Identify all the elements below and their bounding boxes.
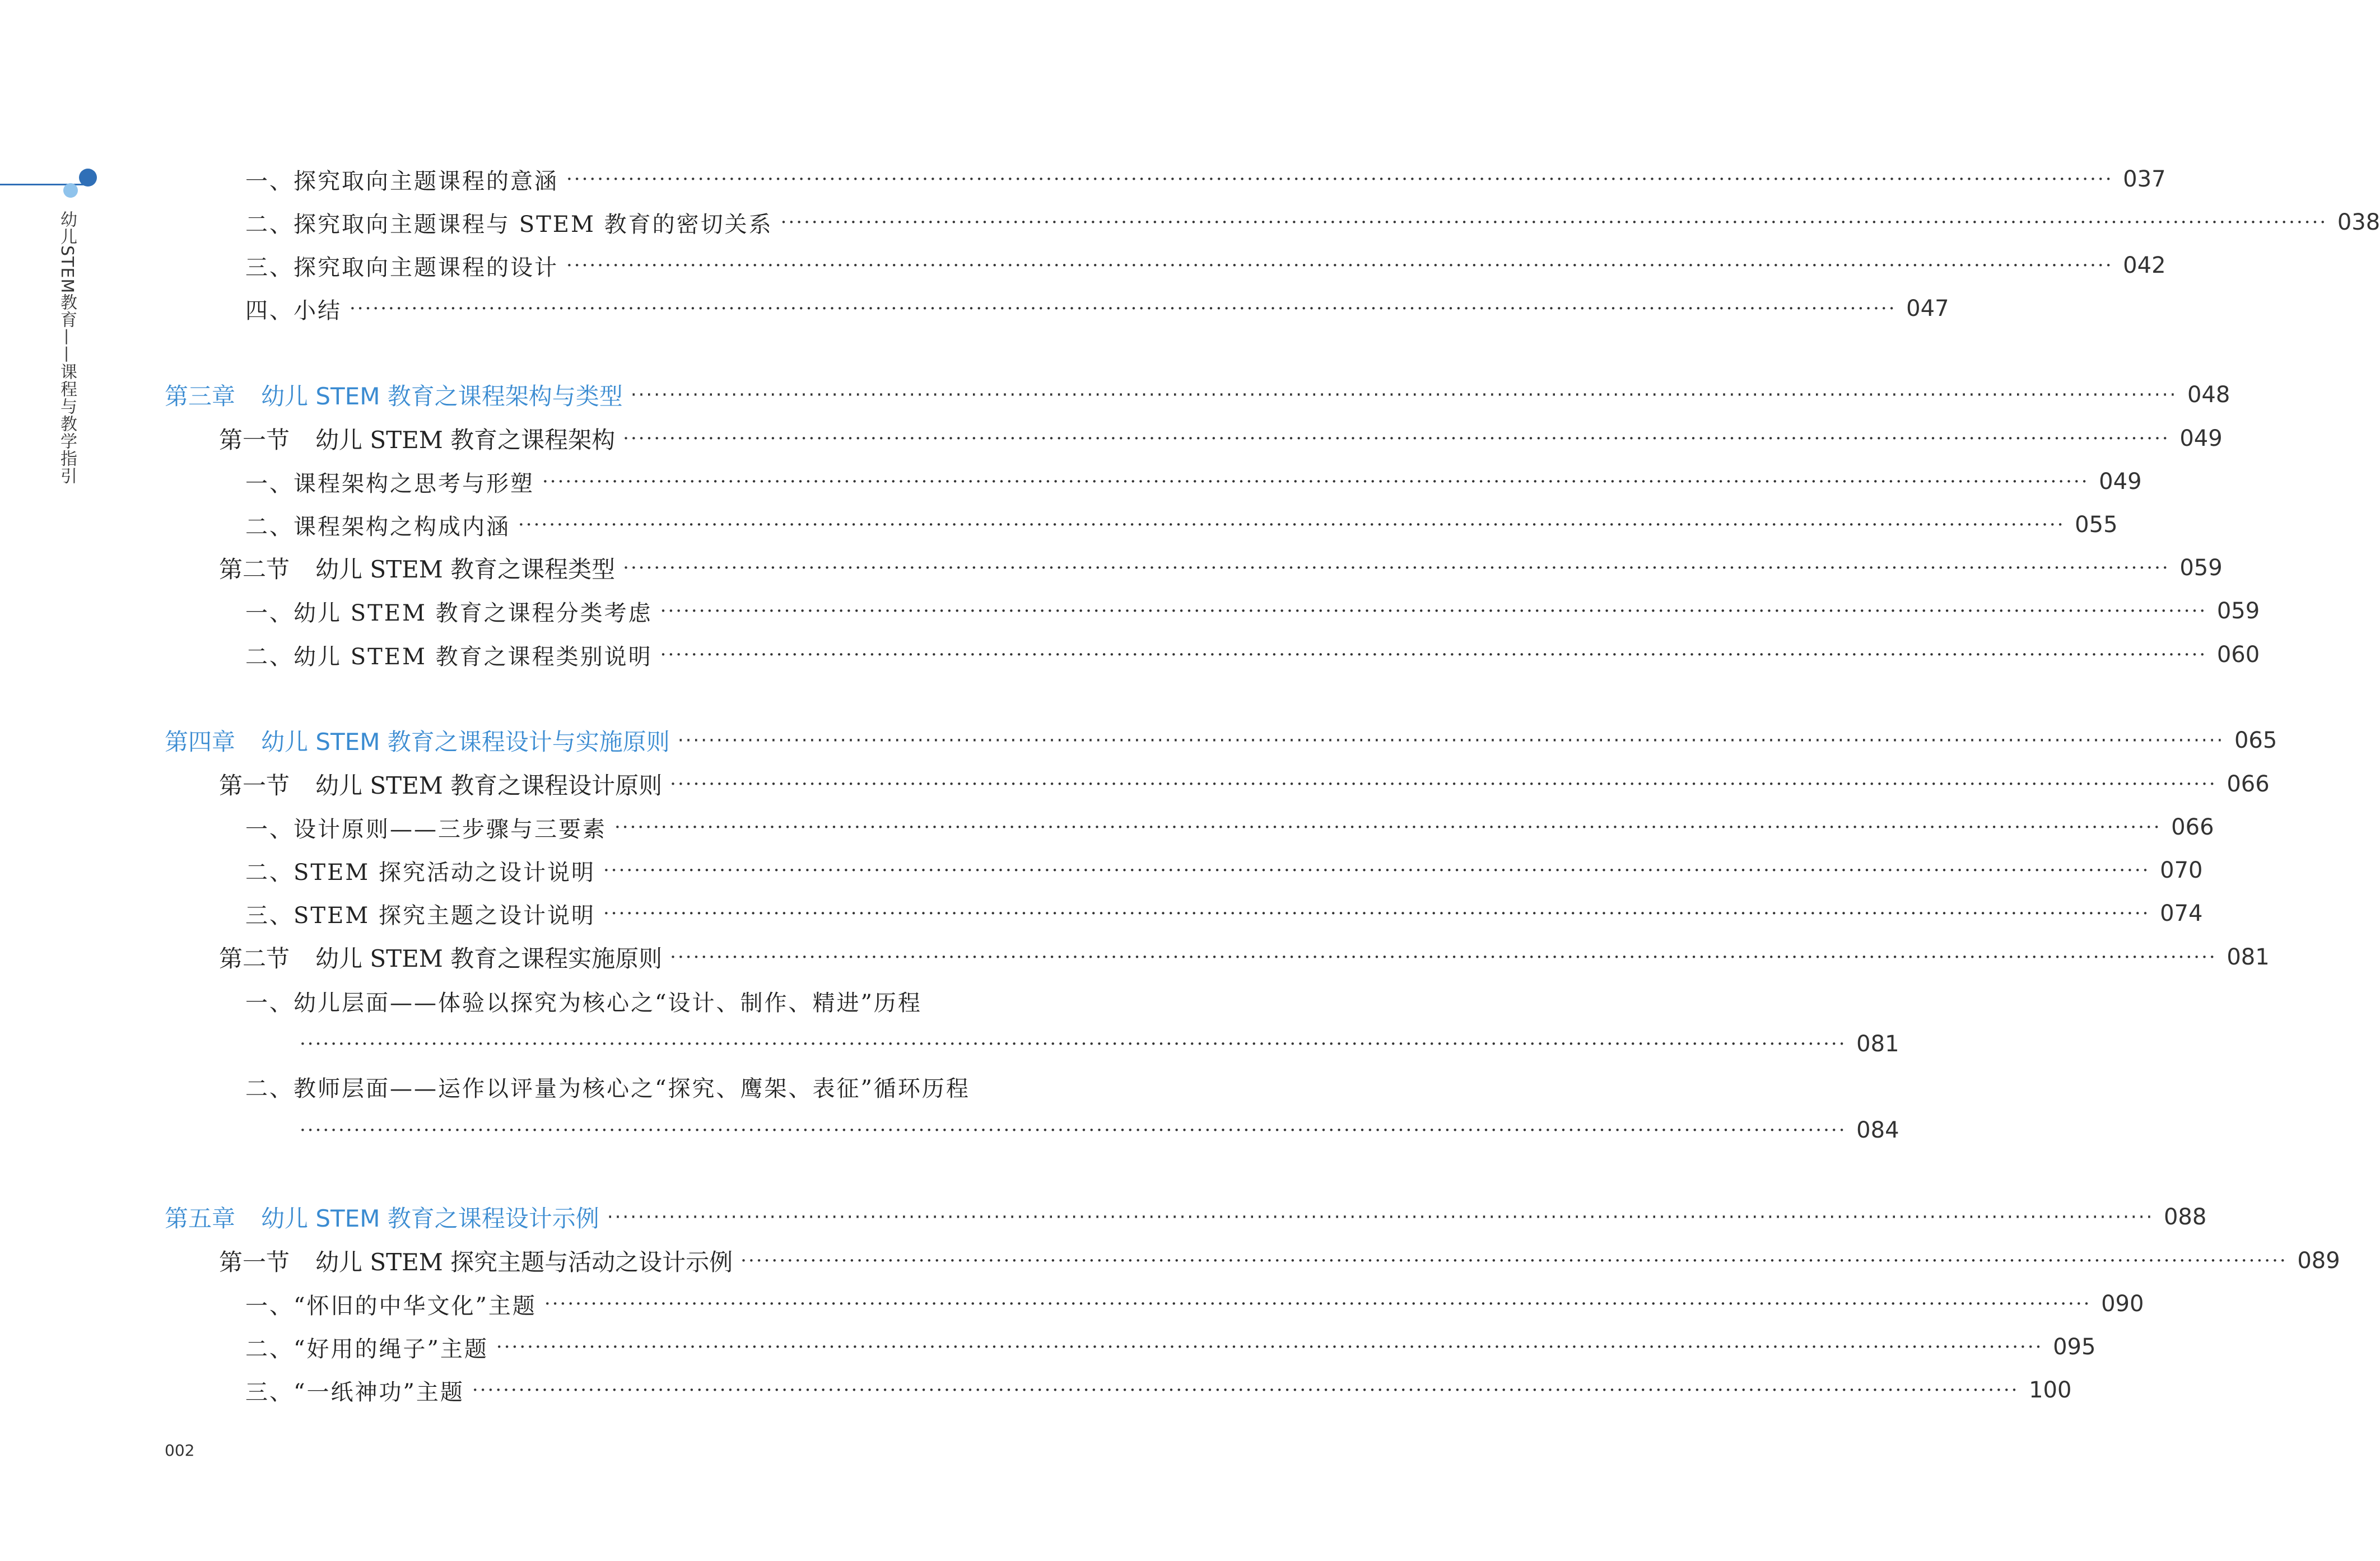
toc-page-number: 081 [1856,1031,1899,1057]
toc-page-number: 090 [2101,1291,2144,1317]
toc-chapter-row[interactable] [0,378,2230,412]
toc-page-number: 038 [2337,209,2380,235]
dot-leader: ········································································································································································································ [623,427,2170,450]
toc-entry-number: 第四章 [165,728,236,756]
toc-entry-label [219,551,615,585]
toc-entry-title: 二、教师层面——运作以评量为核心之“探究、鹰架、表征”循环历程 [245,1075,970,1102]
toc-chapter-row[interactable] [0,724,2277,757]
dot-leader: ········································································································································································································ [660,644,2207,666]
toc-page-number: 037 [2123,166,2166,192]
toc-item-row[interactable] [0,594,2260,628]
toc-entry-title: 二、幼儿 STEM 教育之课程类别说明 [245,644,653,670]
toc-entry-title: 幼儿 STEM 教育之课程架构 [315,426,616,454]
toc-entry-title: 四、小结 [245,297,342,324]
toc-entry-label [245,466,534,498]
toc-section-row[interactable] [0,551,2223,585]
toc-entry-title: 二、课程架构之构成内涵 [245,514,510,540]
toc-entry-title: 幼儿 STEM 教育之课程设计与实施原则 [261,728,670,756]
toc-page-number: 070 [2160,858,2203,883]
dot-leader: ········································································································································································································ [603,902,2150,925]
toc-page-number: 066 [2171,814,2214,840]
toc-entry-title: 幼儿 STEM 教育之课程设计原则 [315,772,663,799]
toc-chapter-row[interactable] [0,1200,2207,1234]
toc-page-number: 074 [2160,901,2203,926]
toc-page-number: 042 [2123,253,2166,278]
toc-entry-title: 三、探究取向主题课程的设计 [245,254,558,281]
toc-page-number: 048 [2187,382,2230,408]
toc-entry-label [165,724,670,757]
toc-item-row[interactable] [0,508,2118,542]
dot-leader: ········································································································································································································ [544,1293,2092,1315]
toc-entry-label [245,164,558,195]
toc-item-wrap-row[interactable] [0,984,1165,1018]
toc-page-number: 084 [1856,1117,1899,1143]
toc-page-number: 049 [2099,469,2142,495]
toc-entry-label [165,1200,599,1234]
toc-section-row[interactable] [0,940,2270,974]
toc-entry-label [245,1331,488,1363]
toc-page-number: 065 [2234,728,2277,753]
toc-entry-title: 幼儿 STEM 教育之课程实施原则 [315,945,663,972]
toc-entry-label [245,639,653,671]
dot-leader: ········································································································································································································ [350,297,1897,320]
toc-entry-number: 第二节 [219,945,290,972]
toc-section-row[interactable] [0,422,2223,455]
toc-entry-label [245,595,653,627]
toc-page-number: 055 [2075,512,2118,538]
toc-item-row[interactable] [0,206,2380,239]
toc-page-number: 049 [2179,426,2223,451]
toc-entry-title: 一、“怀旧的中华文化”主题 [245,1293,537,1319]
toc-entry-title: 一、探究取向主题课程的意涵 [245,168,558,194]
toc-page-number: 081 [2227,944,2270,970]
toc-entry-title: 二、探究取向主题课程与 STEM 教育的密切关系 [245,211,773,237]
dot-leader: ········································································································································································································ [740,1250,2288,1272]
toc-item-row[interactable] [0,162,2166,196]
toc-entry-title: 一、设计原则——三步骤与三要素 [245,816,607,842]
page-number: 002 [165,1441,195,1460]
toc-section-row[interactable] [0,767,2270,801]
dot-leader: ········································································································································································································ [630,384,2178,406]
toc-item-row[interactable] [0,810,2214,844]
dot-leader: ········································································································································································································ [660,600,2207,622]
toc-section-row[interactable] [0,1244,2340,1278]
toc-entry-number: 第五章 [165,1205,236,1232]
dot-leader: ········································································································································································································ [566,168,2113,190]
toc-entry-label [245,1071,970,1103]
toc-item-continuation-row[interactable] [0,1027,1899,1061]
dot-leader: ········································································································································································································ [542,470,2089,493]
toc-entry-title: 三、STEM 探究主题之设计说明 [245,902,595,929]
toc-entry-title: 一、幼儿 STEM 教育之课程分类考虑 [245,600,653,626]
dot-leader: ········································································································································································································ [677,729,2225,752]
toc-item-row[interactable] [0,1373,2072,1407]
toc-entry-label [219,940,662,974]
toc-entry-label [245,1374,464,1406]
toc-item-row[interactable] [0,1330,2096,1364]
dot-leader: ········································································································································································································ [670,773,2217,795]
toc-entry-title: 幼儿 STEM 教育之课程架构与类型 [261,383,623,410]
toc-entry-title: 二、STEM 探究活动之设计说明 [245,859,595,886]
toc-entry-label [245,812,607,844]
dot-leader: ········································································································································································································ [300,1119,1847,1141]
toc-page-number: 095 [2053,1334,2096,1360]
toc-entry-label [219,422,615,455]
toc-entry-number: 第一节 [219,1248,290,1276]
dot-leader: ········································································································································································································ [670,946,2217,968]
toc-item-row[interactable] [0,465,2142,498]
toc-entry-label [165,378,623,412]
toc-item-row[interactable] [0,1287,2144,1321]
toc-entry-label [245,855,595,887]
toc-item-continuation-row[interactable] [0,1113,1899,1147]
toc-entry-label [245,250,558,282]
toc-page-number: 060 [2216,642,2260,668]
toc-page-number: 088 [2163,1204,2207,1230]
toc-page-number: 059 [2179,555,2223,581]
toc-entry-title: 一、课程架构之思考与形塑 [245,470,534,497]
dot-leader: ········································································································································································································ [603,859,2150,882]
toc-item-wrap-row[interactable] [0,1070,1165,1103]
dot-leader: ········································································································································································································ [607,1206,2154,1228]
toc-entry-number: 第二节 [219,556,290,583]
toc-entry-label [245,985,922,1017]
toc-page-number: 100 [2029,1377,2072,1403]
toc-entry-label [219,767,662,801]
toc-entry-title: 一、幼儿层面——体验以探究为核心之“设计、制作、精进”历程 [245,990,922,1016]
toc-entry-title: 幼儿 STEM 教育之课程类型 [315,556,616,583]
toc-item-row[interactable] [0,292,1949,325]
toc-entry-label [219,1244,733,1278]
dot-leader: ········································································································································································································ [566,254,2113,277]
toc-page-number: 089 [2297,1248,2340,1274]
dot-leader: ········································································································································································································ [496,1336,2043,1358]
toc-entry-number: 第一节 [219,426,290,454]
dot-leader: ········································································································································································································ [300,1033,1847,1055]
dot-leader: ········································································································································································································ [472,1379,2019,1401]
dot-leader: ········································································································································································································ [518,514,2065,536]
toc-entry-title: 三、“一纸神功”主题 [245,1379,464,1405]
toc-entry-number: 第一节 [219,772,290,799]
toc-entry-number: 第三章 [165,383,236,410]
toc-entry-title: 幼儿 STEM 探究主题与活动之设计示例 [315,1248,733,1276]
dot-leader: ········································································································································································································ [614,816,2162,838]
toc-item-row[interactable] [0,897,2203,930]
toc-page-number: 066 [2227,771,2270,797]
dot-leader: ········································································································································································································ [623,557,2170,579]
running-book-title: 幼儿STEM教育——课程与教学指引 [57,211,77,485]
toc-entry-title: 幼儿 STEM 教育之课程设计示例 [261,1205,599,1232]
toc-item-row[interactable] [0,249,2166,282]
toc-item-row[interactable] [0,638,2260,672]
toc-page-number: 059 [2216,598,2260,624]
toc-item-row[interactable] [0,854,2203,887]
toc-entry-label [245,509,510,541]
toc-entry-label [245,207,773,239]
dot-leader: ········································································································································································································ [780,211,2328,234]
toc-entry-title: 二、“好用的绳子”主题 [245,1336,488,1362]
toc-entry-label [245,1288,537,1320]
toc-entry-label [245,898,595,930]
toc-page-number: 047 [1906,296,1949,321]
toc-entry-label [245,293,342,325]
